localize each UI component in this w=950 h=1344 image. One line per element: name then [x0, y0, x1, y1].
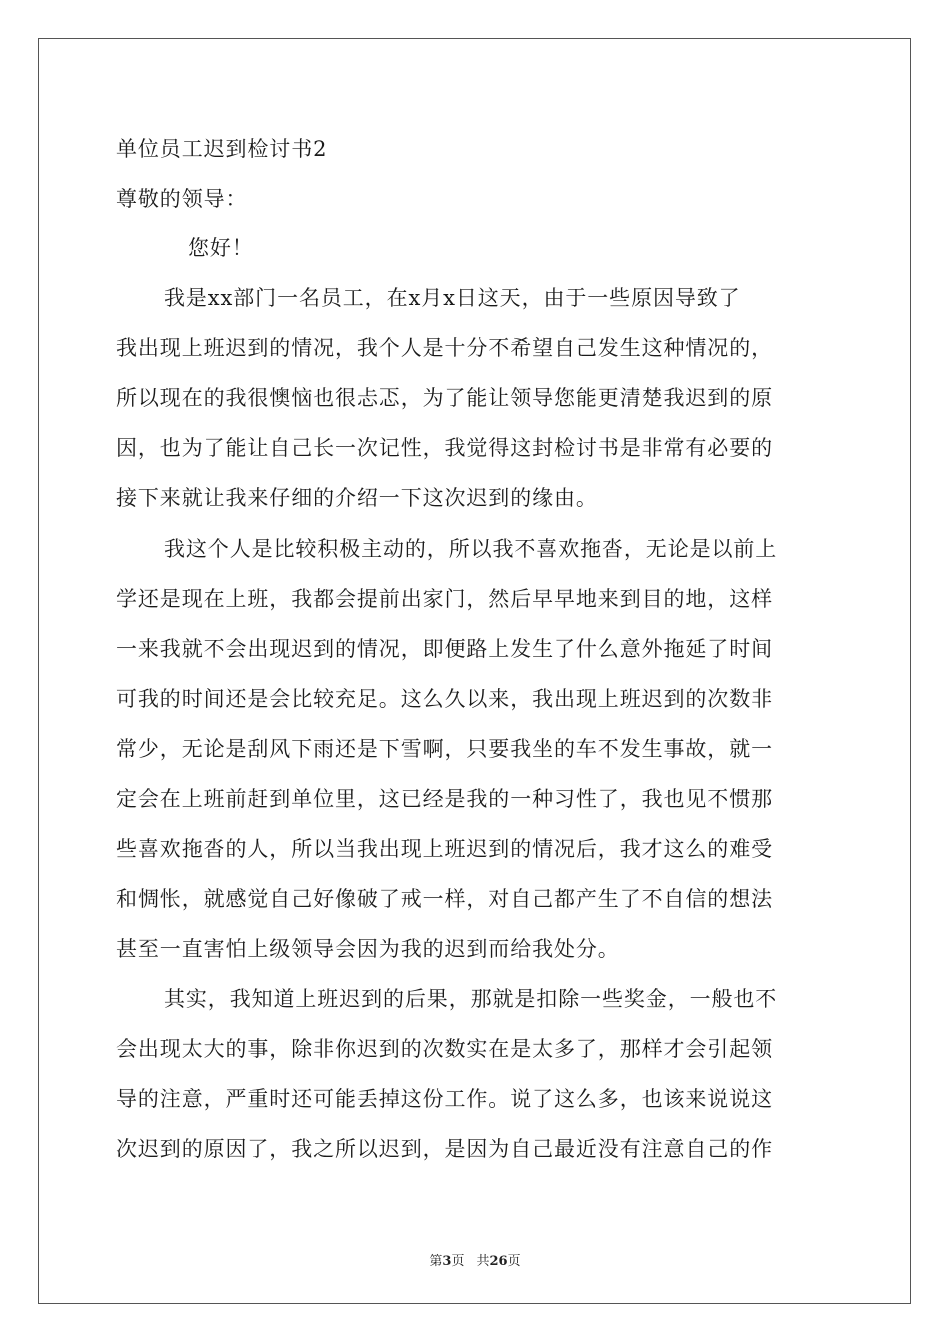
body-line: 我是xx部门一名员工，在x月x日这天，由于一些原因导致了 — [164, 286, 741, 310]
body-line: 定会在上班前赶到单位里，这已经是我的一种习性了，我也见不惯那 — [116, 787, 773, 811]
total-pages: 26 — [489, 1254, 508, 1269]
body-line: 和惆怅，就感觉自己好像破了戒一样，对自己都产生了不自信的想法 — [116, 887, 773, 911]
greeting: 您好！ — [188, 236, 254, 260]
body-line: 我这个人是比较积极主动的，所以我不喜欢拖沓，无论是以前上 — [164, 537, 778, 561]
body-line: 会出现太大的事，除非你迟到的次数实在是太多了，那样才会引起领 — [116, 1037, 773, 1061]
body-line: 其实，我知道上班迟到的后果，那就是扣除一些奖金，一般也不 — [164, 987, 778, 1011]
salutation: 尊敬的领导： — [116, 187, 248, 211]
page-suffix: 页 — [451, 1254, 465, 1269]
body-line: 次迟到的原因了，我之所以迟到，是因为自己最近没有注意自己的作 — [116, 1137, 773, 1161]
body-line: 接下来就让我来仔细的介绍一下这次迟到的缘由。 — [116, 486, 598, 510]
document-title: 单位员工迟到检讨书2 — [116, 137, 328, 161]
body-line: 所以现在的我很懊恼也很忐忑，为了能让领导您能更清楚我迟到的原 — [116, 386, 773, 410]
total-suffix: 页 — [507, 1254, 521, 1269]
body-line: 甚至一直害怕上级领导会因为我的迟到而给我处分。 — [116, 937, 620, 961]
page-number: 3 — [442, 1254, 452, 1269]
body-line: 常少，无论是刮风下雨还是下雪啊，只要我坐的车不发生事故，就一 — [116, 737, 773, 761]
body-line: 因，也为了能让自己长一次记性，我觉得这封检讨书是非常有必要的 — [116, 436, 773, 460]
body-line: 一来我就不会出现迟到的情况，即便路上发生了什么意外拖延了时间 — [116, 637, 773, 661]
page-border — [38, 38, 911, 1304]
page-prefix: 第 — [429, 1254, 443, 1269]
total-prefix: 共 — [476, 1254, 490, 1269]
body-line: 导的注意，严重时还可能丢掉这份工作。说了这么多，也该来说说这 — [116, 1087, 773, 1111]
page-footer — [0, 1250, 950, 1269]
body-line: 些喜欢拖沓的人，所以当我出现上班迟到的情况后，我才这么的难受 — [116, 837, 773, 861]
body-line: 我出现上班迟到的情况，我个人是十分不希望自己发生这种情况的， — [116, 336, 773, 360]
body-line: 学还是现在上班，我都会提前出家门，然后早早地来到目的地，这样 — [116, 587, 773, 611]
body-line: 可我的时间还是会比较充足。这么久以来，我出现上班迟到的次数非 — [116, 687, 773, 711]
